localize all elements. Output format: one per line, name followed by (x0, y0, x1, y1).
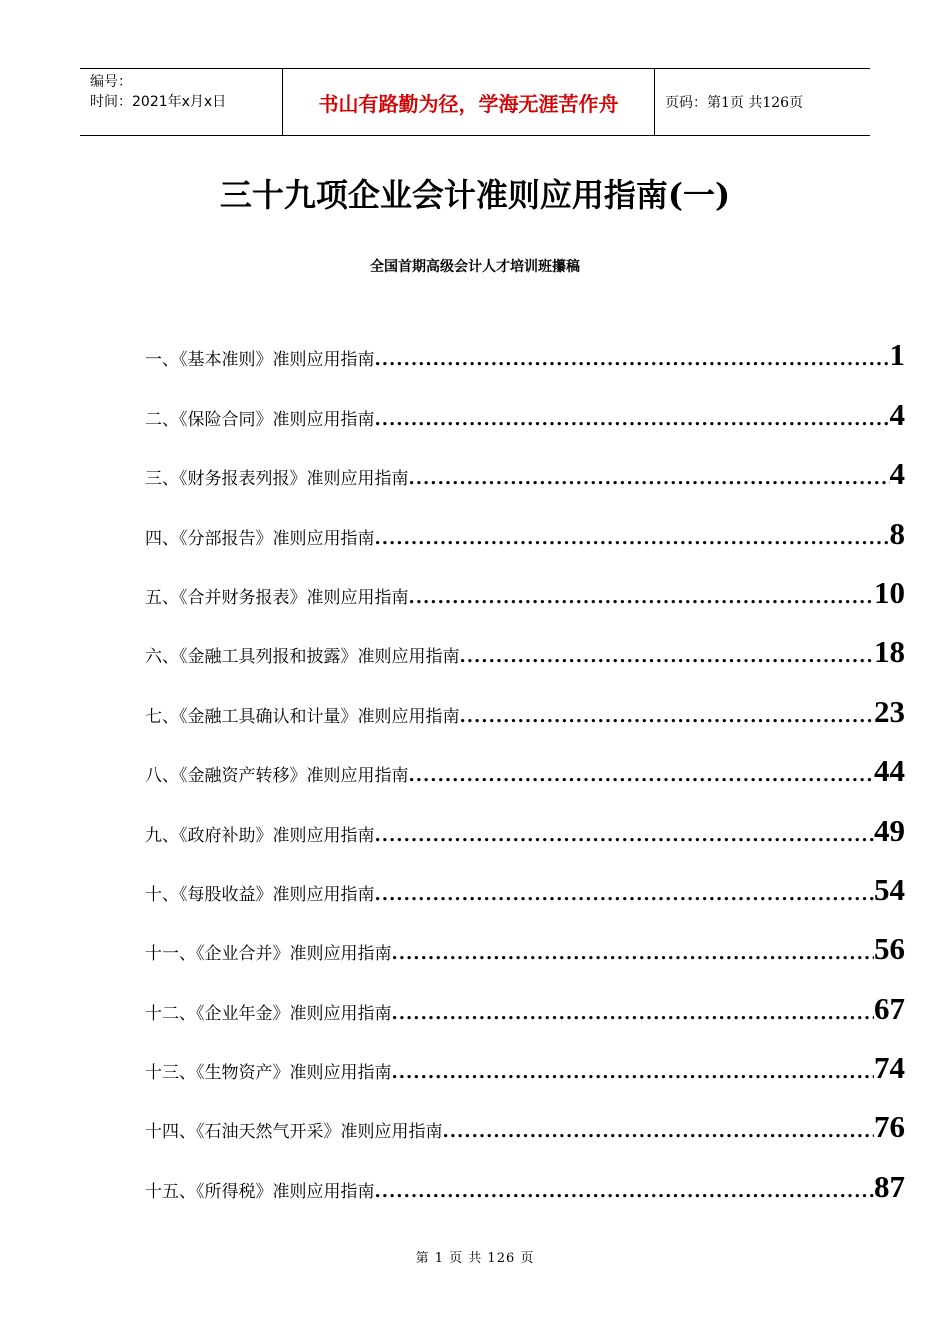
toc-entry-page: 74 (874, 1050, 905, 1086)
toc-entry-page: 18 (874, 634, 905, 670)
toc-entry-page: 67 (874, 990, 905, 1026)
toc-entry-leader (375, 1181, 875, 1206)
toc-entry-label: 十一、《企业合并》准则应用指南 (145, 944, 392, 965)
document-subtitle: 全国首期高级会计人才培训班攥稿 (370, 259, 580, 275)
toc-entry-page: 44 (874, 753, 905, 789)
toc-entry-label: 十二、《企业年金》准则应用指南 (145, 1003, 392, 1024)
toc-entry-page: 10 (874, 574, 905, 610)
toc-entry-label: 九、《政府补助》准则应用指南 (145, 825, 375, 846)
toc-entry[interactable] (145, 553, 905, 612)
toc-entry-page: 54 (874, 871, 905, 907)
toc-entry-page: 56 (874, 931, 905, 967)
toc-entry[interactable] (145, 612, 905, 671)
toc-entry-leader (460, 646, 875, 671)
toc-entry-leader (409, 468, 890, 493)
toc-entry-page: 49 (874, 812, 905, 848)
toc-entry-leader (375, 409, 890, 434)
toc-entry-leader (392, 943, 875, 968)
toc-entry-label: 八、《金融资产转移》准则应用指南 (145, 766, 409, 787)
document-title: 三十九项企业会计准则应用指南(一) (219, 176, 731, 214)
header-page-info: 页码：第1页 共126页 (665, 95, 804, 111)
toc-entry-leader (409, 587, 875, 612)
toc-entry-leader (443, 1121, 875, 1146)
toc-entry-leader (409, 765, 875, 790)
toc-entry[interactable] (145, 909, 905, 968)
toc-entry-label: 七、《金融工具确认和计量》准则应用指南 (145, 706, 460, 727)
toc-entry[interactable] (145, 731, 905, 790)
toc-entry[interactable] (145, 434, 905, 493)
toc-entry[interactable] (145, 850, 905, 909)
header-meta (80, 69, 282, 135)
toc-entry[interactable] (145, 374, 905, 433)
toc-entry[interactable] (145, 968, 905, 1027)
toc-entry-leader (375, 528, 890, 553)
toc-entry-page: 1 (889, 337, 905, 373)
toc-entry-leader (392, 1062, 875, 1087)
header-motto: 书山有路勤为径，学海无涯苦作舟 (282, 69, 655, 135)
toc-entry-label: 十五、《所得税》准则应用指南 (145, 1181, 375, 1202)
toc-entry-leader (375, 825, 875, 850)
toc-entry[interactable] (145, 493, 905, 552)
page-footer: 第 1 页 共 126 页 (415, 1251, 535, 1266)
toc-entry-label: 二、《保险合同》准则应用指南 (145, 409, 375, 430)
toc-entry-label: 十、《每股收益》准则应用指南 (145, 884, 375, 905)
table-of-contents (145, 315, 905, 1206)
toc-entry-label: 三、《财务报表列报》准则应用指南 (145, 469, 409, 490)
toc-entry-page: 76 (874, 1109, 905, 1145)
header-number-label: 编号： (90, 74, 132, 90)
toc-entry-page: 23 (874, 693, 905, 729)
toc-entry-label: 五、《合并财务报表》准则应用指南 (145, 587, 409, 608)
page-header (80, 68, 870, 136)
toc-entry[interactable] (145, 1028, 905, 1087)
toc-entry-label: 十三、《生物资产》准则应用指南 (145, 1063, 392, 1084)
toc-entry-leader (460, 706, 875, 731)
header-date-label: 时间：2021年x月x日 (90, 94, 227, 110)
toc-entry[interactable] (145, 1087, 905, 1146)
toc-entry-page: 4 (889, 456, 905, 492)
toc-entry-label: 十四、《石油天然气开采》准则应用指南 (145, 1122, 443, 1143)
toc-entry-label: 一、《基本准则》准则应用指南 (145, 350, 375, 371)
toc-entry-leader (375, 884, 875, 909)
toc-entry-page: 87 (874, 1168, 905, 1204)
toc-entry[interactable] (145, 671, 905, 730)
toc-entry-label: 四、《分部报告》准则应用指南 (145, 528, 375, 549)
toc-entry-leader (392, 1003, 875, 1028)
toc-entry-page: 8 (889, 515, 905, 551)
toc-entry[interactable] (145, 790, 905, 849)
toc-entry[interactable] (145, 315, 905, 374)
toc-entry-page: 4 (889, 396, 905, 432)
toc-entry-label: 六、《金融工具列报和披露》准则应用指南 (145, 647, 460, 668)
toc-entry[interactable] (145, 1146, 905, 1205)
toc-entry-leader (375, 349, 890, 374)
